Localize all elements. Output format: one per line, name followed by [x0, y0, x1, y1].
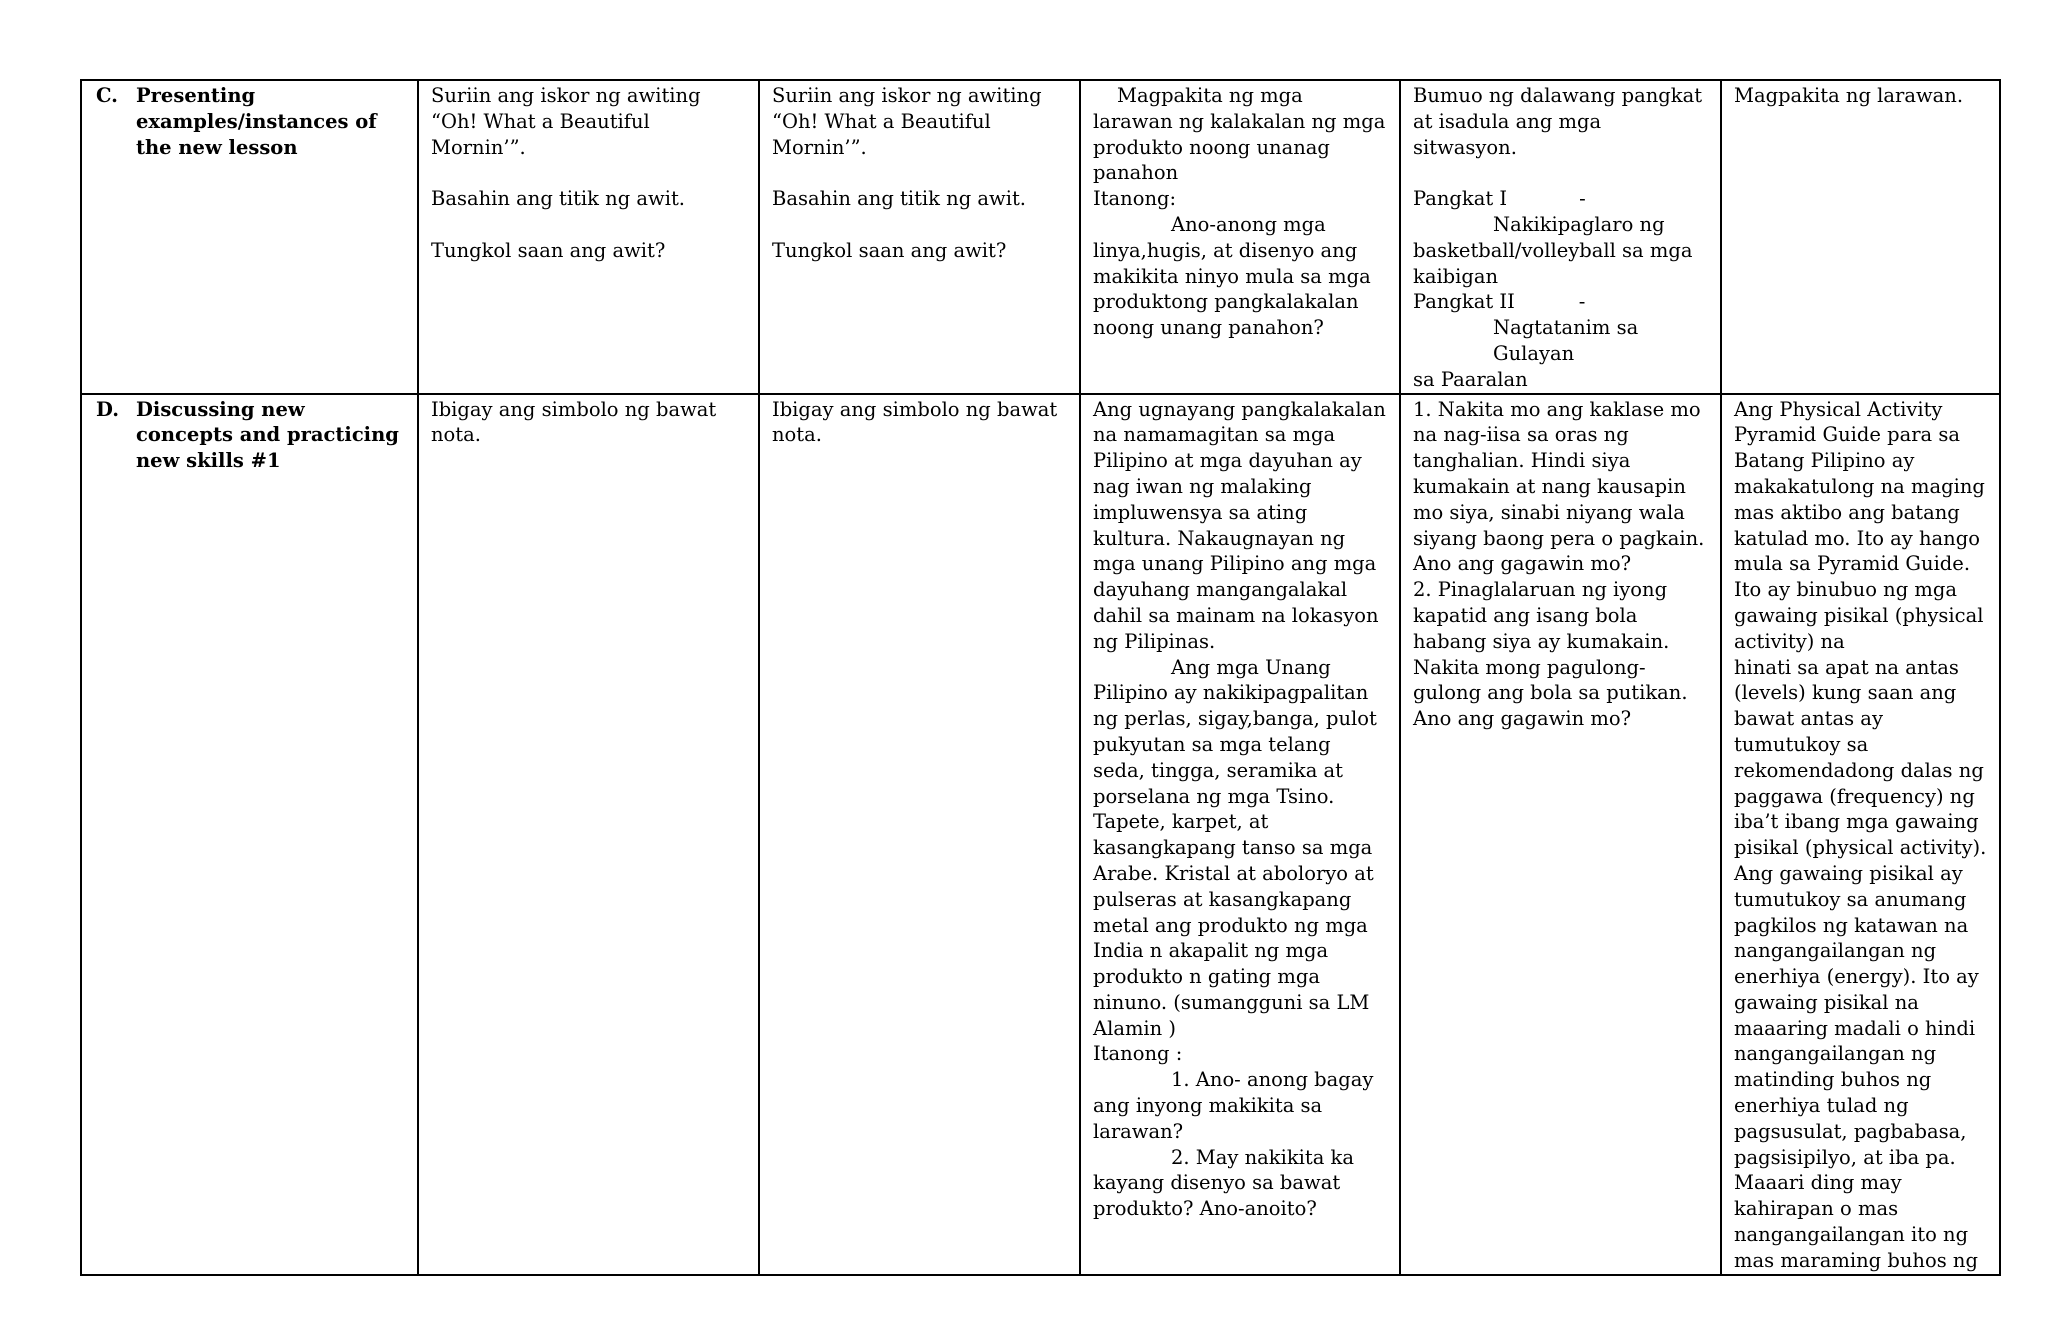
row-d-col5-para1: Ang Physical Activity Pyramid Guide para sa Batang Pilipino ay makakatulong na maging mas aktibo ang batang katulad mo. Ito ay hango mula sa Pyramid Guide. Ito ay binubuo ng mga gawaing pisikal (physical activity) na	[1734, 397, 1992, 653]
row-d-label	[94, 397, 405, 474]
group2-label: Pangkat II	[1413, 290, 1515, 314]
row-c-col2-line1: Suriin ang iskor ng awiting “Oh! What a Beautiful Mornin’”.	[772, 84, 1048, 159]
row-c-col4-group1	[1413, 186, 1708, 212]
row-c-col3-line3: Ano-anong mga	[1171, 212, 1326, 236]
group2-dash: -	[1578, 290, 1586, 314]
row-c-col2	[759, 80, 1080, 394]
row-d-title: Discussing new concepts and practicing new skills #1	[136, 397, 399, 473]
row-d-col3-q1: ang inyong makikita sa larawan?	[1093, 1094, 1329, 1143]
row-c-label-cell	[81, 80, 418, 394]
row-d-col3	[1080, 394, 1400, 1275]
row-c-col4-group2	[1413, 289, 1708, 315]
row-c-col3-line4: linya,hugis, at disenyo ang makikita ninyo mula sa mga produktong pangkalakalan noong unang panahon?	[1093, 238, 1377, 340]
row-c-col3	[1080, 80, 1400, 394]
row-c-col4-group1-text: Nakikipaglaro ng	[1493, 212, 1665, 236]
row-c-col3-line1: Magpakita ng mga larawan ng kalakalan ng mga produkto noong unanag panahon	[1093, 84, 1392, 185]
row-c-col4-group2-text: Nagtatanim sa Gulayan	[1493, 316, 1645, 365]
row-d-col3-para1: Ang ugnayang pangkalakalan na namamagitan sa mga Pilipino at mga dayuhan ay nag iwan ng malaking impluwensya sa ating kultura. Nakaugnayan ng mga unang Pilipino ang mga dayuhang mangangalakal dahil sa mainam na lokasyon ng Pilipinas.	[1093, 397, 1392, 653]
row-d-col3-question-label: Itanong :	[1093, 1042, 1183, 1066]
row-d	[81, 394, 2000, 1275]
row-c-col5	[1721, 80, 2000, 394]
row-d-col5-para2: hinati sa apat na antas (levels) kung saan ang bawat antas ay tumutukoy sa rekomendadong dalas ng paggawa (frequency) ng iba’t ibang mga gawaing pisikal (physical activity). Ang gawaing pisikal ay tumutukoy sa anumang pagkilos ng katawan na nangangailangan ng enerhiya (energy). Ito ay gawaing pisikal na maaaring madali o hindi nangangailangan ng matinding buhos ng enerhiya tulad ng pagsusulat, pagbabasa, pagsisipilyo, at iba pa. Maaari ding may kahirapan o mas nangangailangan ito ng mas maraming buhos ng	[1734, 655, 1993, 1272]
row-d-col3-para2-start: Ang mga Unang	[1171, 655, 1331, 679]
row-c-title: Presenting examples/instances of the new lesson	[136, 84, 377, 159]
group1-label: Pangkat I	[1413, 187, 1508, 211]
row-d-col3-q1-start: 1. Ano- anong bagay	[1171, 1068, 1374, 1092]
row-d-col4	[1400, 394, 1721, 1275]
row-d-col5	[1721, 394, 2000, 1275]
row-c-col1-line3: Tungkol saan ang awit?	[431, 238, 666, 262]
row-d-col1	[418, 394, 759, 1275]
row-d-label-cell	[81, 394, 418, 1275]
row-c-col2-line3: Tungkol saan ang awit?	[772, 238, 1007, 262]
row-c	[81, 80, 2000, 394]
row-c-col3-line2: Itanong:	[1093, 187, 1177, 211]
row-d-col3-q2-start: 2. May nakikita ka	[1171, 1145, 1355, 1169]
row-d-col2	[759, 394, 1080, 1275]
lesson-plan-table	[80, 79, 2001, 1276]
row-d-col4-para2: 2. Pinaglalaruan ng iyong kapatid ang isang bola habang siya ay kumakain. Nakita mong pagulong-gulong ang bola sa putikan. Ano ang gagawin mo?	[1413, 578, 1694, 731]
row-c-col4-group2-text2: sa Paaralan	[1413, 367, 1528, 391]
row-c-col4	[1400, 80, 1721, 394]
row-d-col3-para2: Pilipino ay nakikipagpalitan ng perlas, sigay,banga, pulot pukyutan sa mga telang seda, tingga, seramika at porselana ng mga Tsino. Tapete, karpet, at kasangkapang tanso sa mga Arabe. Kristal at aboloryo at pulseras at kasangkapang metal ang produkto ng mga India n akapalit ng mga produkto n gating mga ninuno. (sumangguni sa LM Alamin )	[1093, 681, 1384, 1040]
row-c-label	[94, 83, 405, 160]
row-c-letter: C.	[96, 84, 118, 107]
row-d-col4-para1: 1. Nakita mo ang kaklase mo na nag-iisa sa oras ng tanghalian. Hindi siya kumakain at nang kausapin mo siya, sinabi niyang wala siyang baong pera o pagkain. Ano ang gagawin mo?	[1413, 397, 1711, 576]
row-c-col4-line1: Bumuo ng dalawang pangkat at isadula ang mga sitwasyon.	[1413, 84, 1709, 159]
row-c-col1-line2: Basahin ang titik ng awit.	[431, 187, 685, 211]
row-d-col2-text: Ibigay ang simbolo ng bawat nota.	[772, 397, 1064, 447]
row-c-col2-line2: Basahin ang titik ng awit.	[772, 187, 1026, 211]
row-c-col1	[418, 80, 759, 394]
row-c-col5-line1: Magpakita ng larawan.	[1734, 84, 1964, 107]
row-d-letter: D.	[96, 397, 120, 421]
row-c-col1-line1: Suriin ang iskor ng awiting “Oh! What a Beautiful Mornin’”.	[431, 84, 707, 159]
row-d-col1-text: Ibigay ang simbolo ng bawat nota.	[431, 397, 723, 447]
row-d-col3-q2: kayang disenyo sa bawat produkto? Ano-anoito?	[1093, 1171, 1347, 1221]
row-c-col4-group1-text2: basketball/volleyball sa mga kaibigan	[1413, 238, 1699, 288]
group1-dash: -	[1579, 187, 1586, 211]
